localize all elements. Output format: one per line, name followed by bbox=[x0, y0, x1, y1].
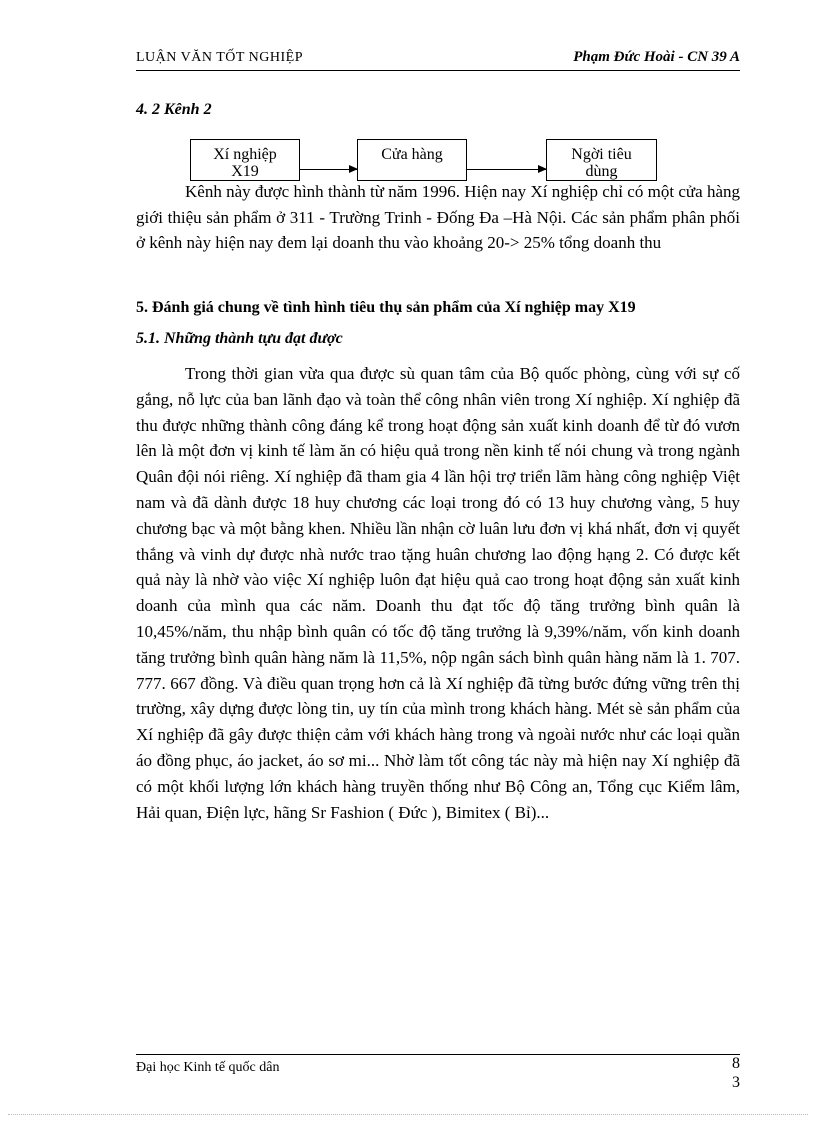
flowchart-box-enterprise bbox=[190, 139, 300, 181]
box-label-line: X19 bbox=[231, 163, 259, 180]
flowchart-box-consumer bbox=[546, 139, 657, 181]
page-number-digit: 8 bbox=[732, 1055, 740, 1072]
header-divider bbox=[136, 70, 740, 71]
subsection-heading: 5.1. Những thành tựu đạt được bbox=[136, 330, 343, 347]
header-author: Phạm Đức Hoài - CN 39 A bbox=[573, 49, 740, 65]
flow-arrow-icon bbox=[467, 169, 546, 170]
box-label-line: Xí nghiệp bbox=[213, 146, 277, 163]
box-label-line: Cửa hàng bbox=[381, 146, 443, 163]
footer-divider bbox=[136, 1054, 740, 1055]
page-number-digit: 3 bbox=[732, 1074, 740, 1091]
body-paragraph: Trong thời gian vừa qua được sù quan tâm của Bộ quốc phòng, cùng với sự cố gắng, nỗ lực của ban lãnh đạo và toàn thể công nhân viên trong Xí nghiệp. Xí nghiệp đã thu được những thành công đáng kể trong hoạt động sản xuất kinh doanh để từ đó vươn lên là một đơn vị kinh tế làm ăn có hiệu quả trong nền kinh tế nói chung và trong ngành Quân đội nói riêng. Xí nghiệp đã tham gia 4 lần hội trợ triển lãm hàng công nghiệp Việt nam và đã dành được 18 huy chương các loại trong đó có 13 huy chương vàng, 5 huy chương bạc và một bằng khen. Nhiều lần nhận cờ luân lưu đơn vị khá nhất, đơn vị quyết thắng và vinh dự được nhà nước trao tặng huân chương lao động hạng 2. Có được kết quả này là nhờ vào việc Xí nghiệp luôn đạt hiệu quả cao trong hoạt động sản xuất kinh doanh của mình qua các năm. Doanh thu đạt tốc độ tăng trưởng bình quân là 10,45%/năm, thu nhập bình quân có tốc độ tăng trưởng là 9,39%/năm, vốn kinh doanh tăng trưởng bình quân hàng năm là 11,5%, nộp ngân sách bình quân hàng năm là 1. 707. 777. 667 đồng. Và điều quan trọng hơn cả là Xí nghiệp đã từng bước đứng vững trên thị trường, xây dựng được lòng tin, uy tín của mình trong khách hàng. Mét sè sản phẩm của Xí nghiệp đã gây được thiện cảm với khách hàng trong và ngoài nước như các loại quần áo đồng phục, áo jacket, áo sơ mi... Nhờ làm tốt công tác này mà hiện nay Xí nghiệp đã có một khối lượng lớn khách hàng truyền thống như Bộ Công an, Tổng cục Kiểm lâm, Hải quan, Điện lực, hãng Sr Fashion ( Đức ), Bimitex ( Bỉ)... bbox=[136, 364, 740, 822]
footer-institution: Đại học Kinh tế quốc dân bbox=[136, 1060, 280, 1075]
box-label-line: dùng bbox=[585, 163, 618, 180]
section-heading: 5. Đánh giá chung về tình hình tiêu thụ sản phẩm của Xí nghiệp may X19 bbox=[136, 299, 636, 316]
intro-paragraph: Kênh này được hình thành từ năm 1996. Hiện nay Xí nghiệp chỉ có một cửa hàng giới thiệu sản phẩm ở 311 - Trường Trinh - Đống Đa –Hà Nội. Các sản phẩm phân phối ở kênh này hiện nay đem lại doanh thu vào khoảng 20-> 25% tổng doanh thu bbox=[136, 182, 740, 253]
page-bottom-dotted-line bbox=[8, 1114, 808, 1115]
channel-heading: 4. 2 Kênh 2 bbox=[136, 101, 212, 118]
page-number bbox=[716, 1054, 740, 1092]
flowchart-box-store bbox=[357, 139, 467, 181]
box-label-line: Ngời tiêu bbox=[571, 146, 632, 163]
flow-arrow-icon bbox=[300, 169, 357, 170]
header-title: LUẬN VĂN TỐT NGHIỆP bbox=[136, 50, 303, 65]
